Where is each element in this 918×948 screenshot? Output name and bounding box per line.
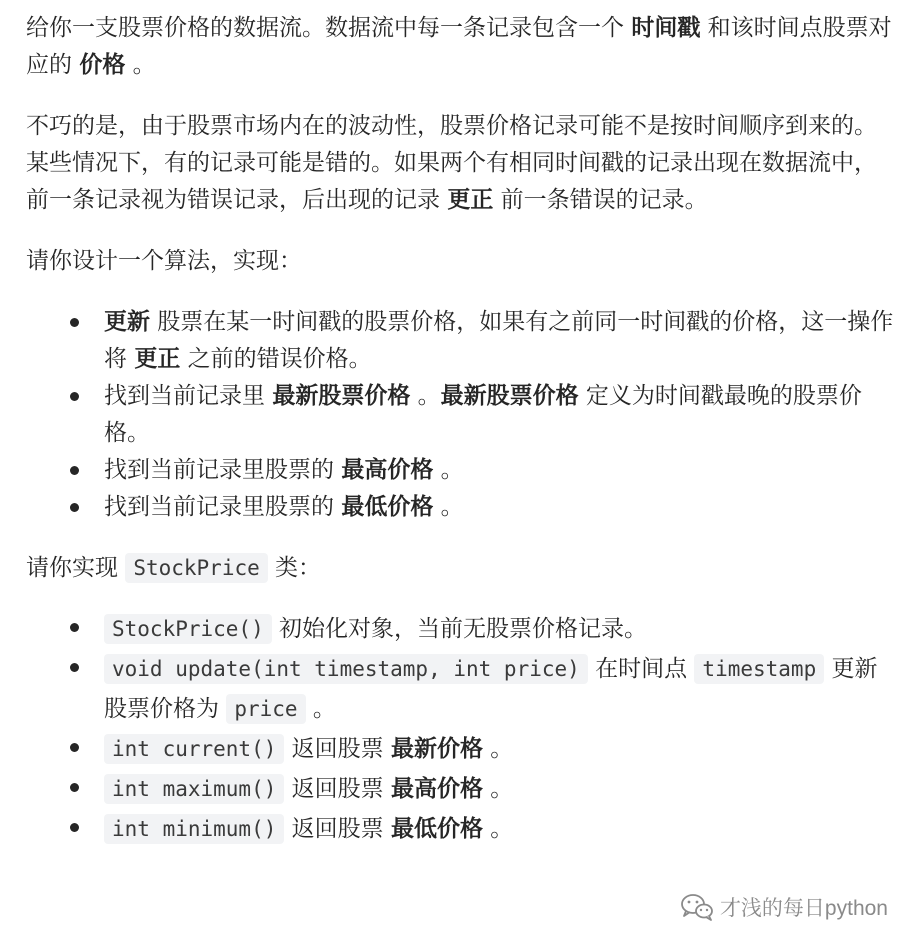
param-code: timestamp — [694, 654, 824, 684]
param-code: price — [226, 694, 305, 724]
api-bold: 最低价格 — [391, 816, 483, 842]
api-text: 。 — [483, 776, 514, 802]
implement-intro — [26, 550, 896, 587]
op-text: 。 — [410, 383, 441, 409]
class-name-code: StockPrice — [125, 553, 267, 583]
intro-paragraph — [26, 10, 896, 84]
issue-paragraph — [26, 108, 896, 219]
bullet-icon — [70, 318, 79, 327]
op-bold: 最高价格 — [341, 457, 434, 483]
list-item — [26, 378, 896, 452]
issue-text-1: 不巧的是，由于股票市场内在的波动性，股票价格记录可能不是按时间顺序到来的。某些情况下，有的记录可能是错的。如果两个有相同时间戳的记录出现在数据流中，前一条记录视为错误记录，后出现的记录 — [26, 113, 877, 213]
op-bold: 最新股票价格 — [440, 383, 579, 409]
op-bold: 更新 — [104, 309, 150, 335]
api-bold: 最新价格 — [391, 736, 483, 762]
api-text: 在时间点 — [587, 656, 695, 682]
op-text: 找到当前记录里 — [104, 383, 273, 409]
issue-text-2: 前一条错误的记录。 — [493, 187, 708, 213]
bullet-icon — [70, 503, 79, 512]
api-text: 初始化对象，当前无股票价格记录。 — [271, 616, 648, 642]
list-item — [26, 489, 896, 526]
op-text: 。 — [433, 494, 464, 520]
method-code: int current() — [104, 734, 284, 764]
intro-text-2: 和该时间点股票对应的 — [26, 15, 892, 78]
impl-text-1: 请你实现 — [26, 555, 126, 581]
watermark — [680, 892, 888, 922]
op-text: 找到当前记录里股票的 — [104, 457, 342, 483]
bullet-icon — [70, 623, 79, 632]
op-text: 定义为时间戳最晚的股票价格。 — [104, 383, 862, 446]
api-text: 。 — [483, 816, 514, 842]
list-item — [26, 609, 896, 649]
op-text: 股票在某一时间戳的股票价格，如果有之前同一时间戳的价格，这一操作将 — [104, 309, 894, 372]
op-text: 找到当前记录里股票的 — [104, 494, 342, 520]
issue-bold-correct: 更正 — [447, 187, 494, 213]
op-bold: 最新股票价格 — [272, 383, 411, 409]
method-code: void update(int timestamp, int price) — [104, 654, 588, 684]
bullet-icon — [70, 783, 79, 792]
intro-text-1: 给你一支股票价格的数据流。数据流中每一条记录包含一个 — [26, 15, 632, 41]
intro-text-3: 。 — [125, 52, 156, 78]
list-item — [26, 769, 896, 809]
op-text: 。 — [433, 457, 464, 483]
method-code: int minimum() — [104, 814, 284, 844]
op-text: 之前的错误价格。 — [180, 346, 372, 372]
api-bold: 最高价格 — [391, 776, 483, 802]
method-code: int maximum() — [104, 774, 284, 804]
watermark-text: 才浅的每日python — [719, 897, 888, 920]
api-list — [26, 609, 896, 849]
impl-text-2: 类： — [267, 555, 322, 581]
api-text: 返回股票 — [284, 816, 391, 842]
intro-bold-price: 价格 — [79, 52, 126, 78]
wechat-icon — [680, 893, 714, 921]
api-text: 。 — [305, 696, 336, 722]
problem-description — [26, 10, 896, 849]
list-item — [26, 452, 896, 489]
bullet-icon — [70, 743, 79, 752]
bullet-icon — [70, 663, 79, 672]
bullet-icon — [70, 466, 79, 475]
bullet-icon — [70, 823, 79, 832]
list-item — [26, 729, 896, 769]
list-item — [26, 809, 896, 849]
bullet-icon — [70, 392, 79, 401]
op-bold: 最低价格 — [341, 494, 434, 520]
api-text: 返回股票 — [284, 736, 391, 762]
api-text: 返回股票 — [284, 776, 391, 802]
list-item — [26, 304, 896, 378]
operations-list — [26, 304, 896, 526]
design-intro: 请你设计一个算法，实现： — [26, 248, 302, 274]
intro-bold-timestamp: 时间戳 — [631, 15, 701, 41]
list-item — [26, 649, 896, 729]
method-code: StockPrice() — [104, 614, 272, 644]
api-text: 。 — [483, 736, 514, 762]
op-bold: 更正 — [134, 346, 181, 372]
api-text: 更新股票价格为 — [104, 656, 878, 722]
